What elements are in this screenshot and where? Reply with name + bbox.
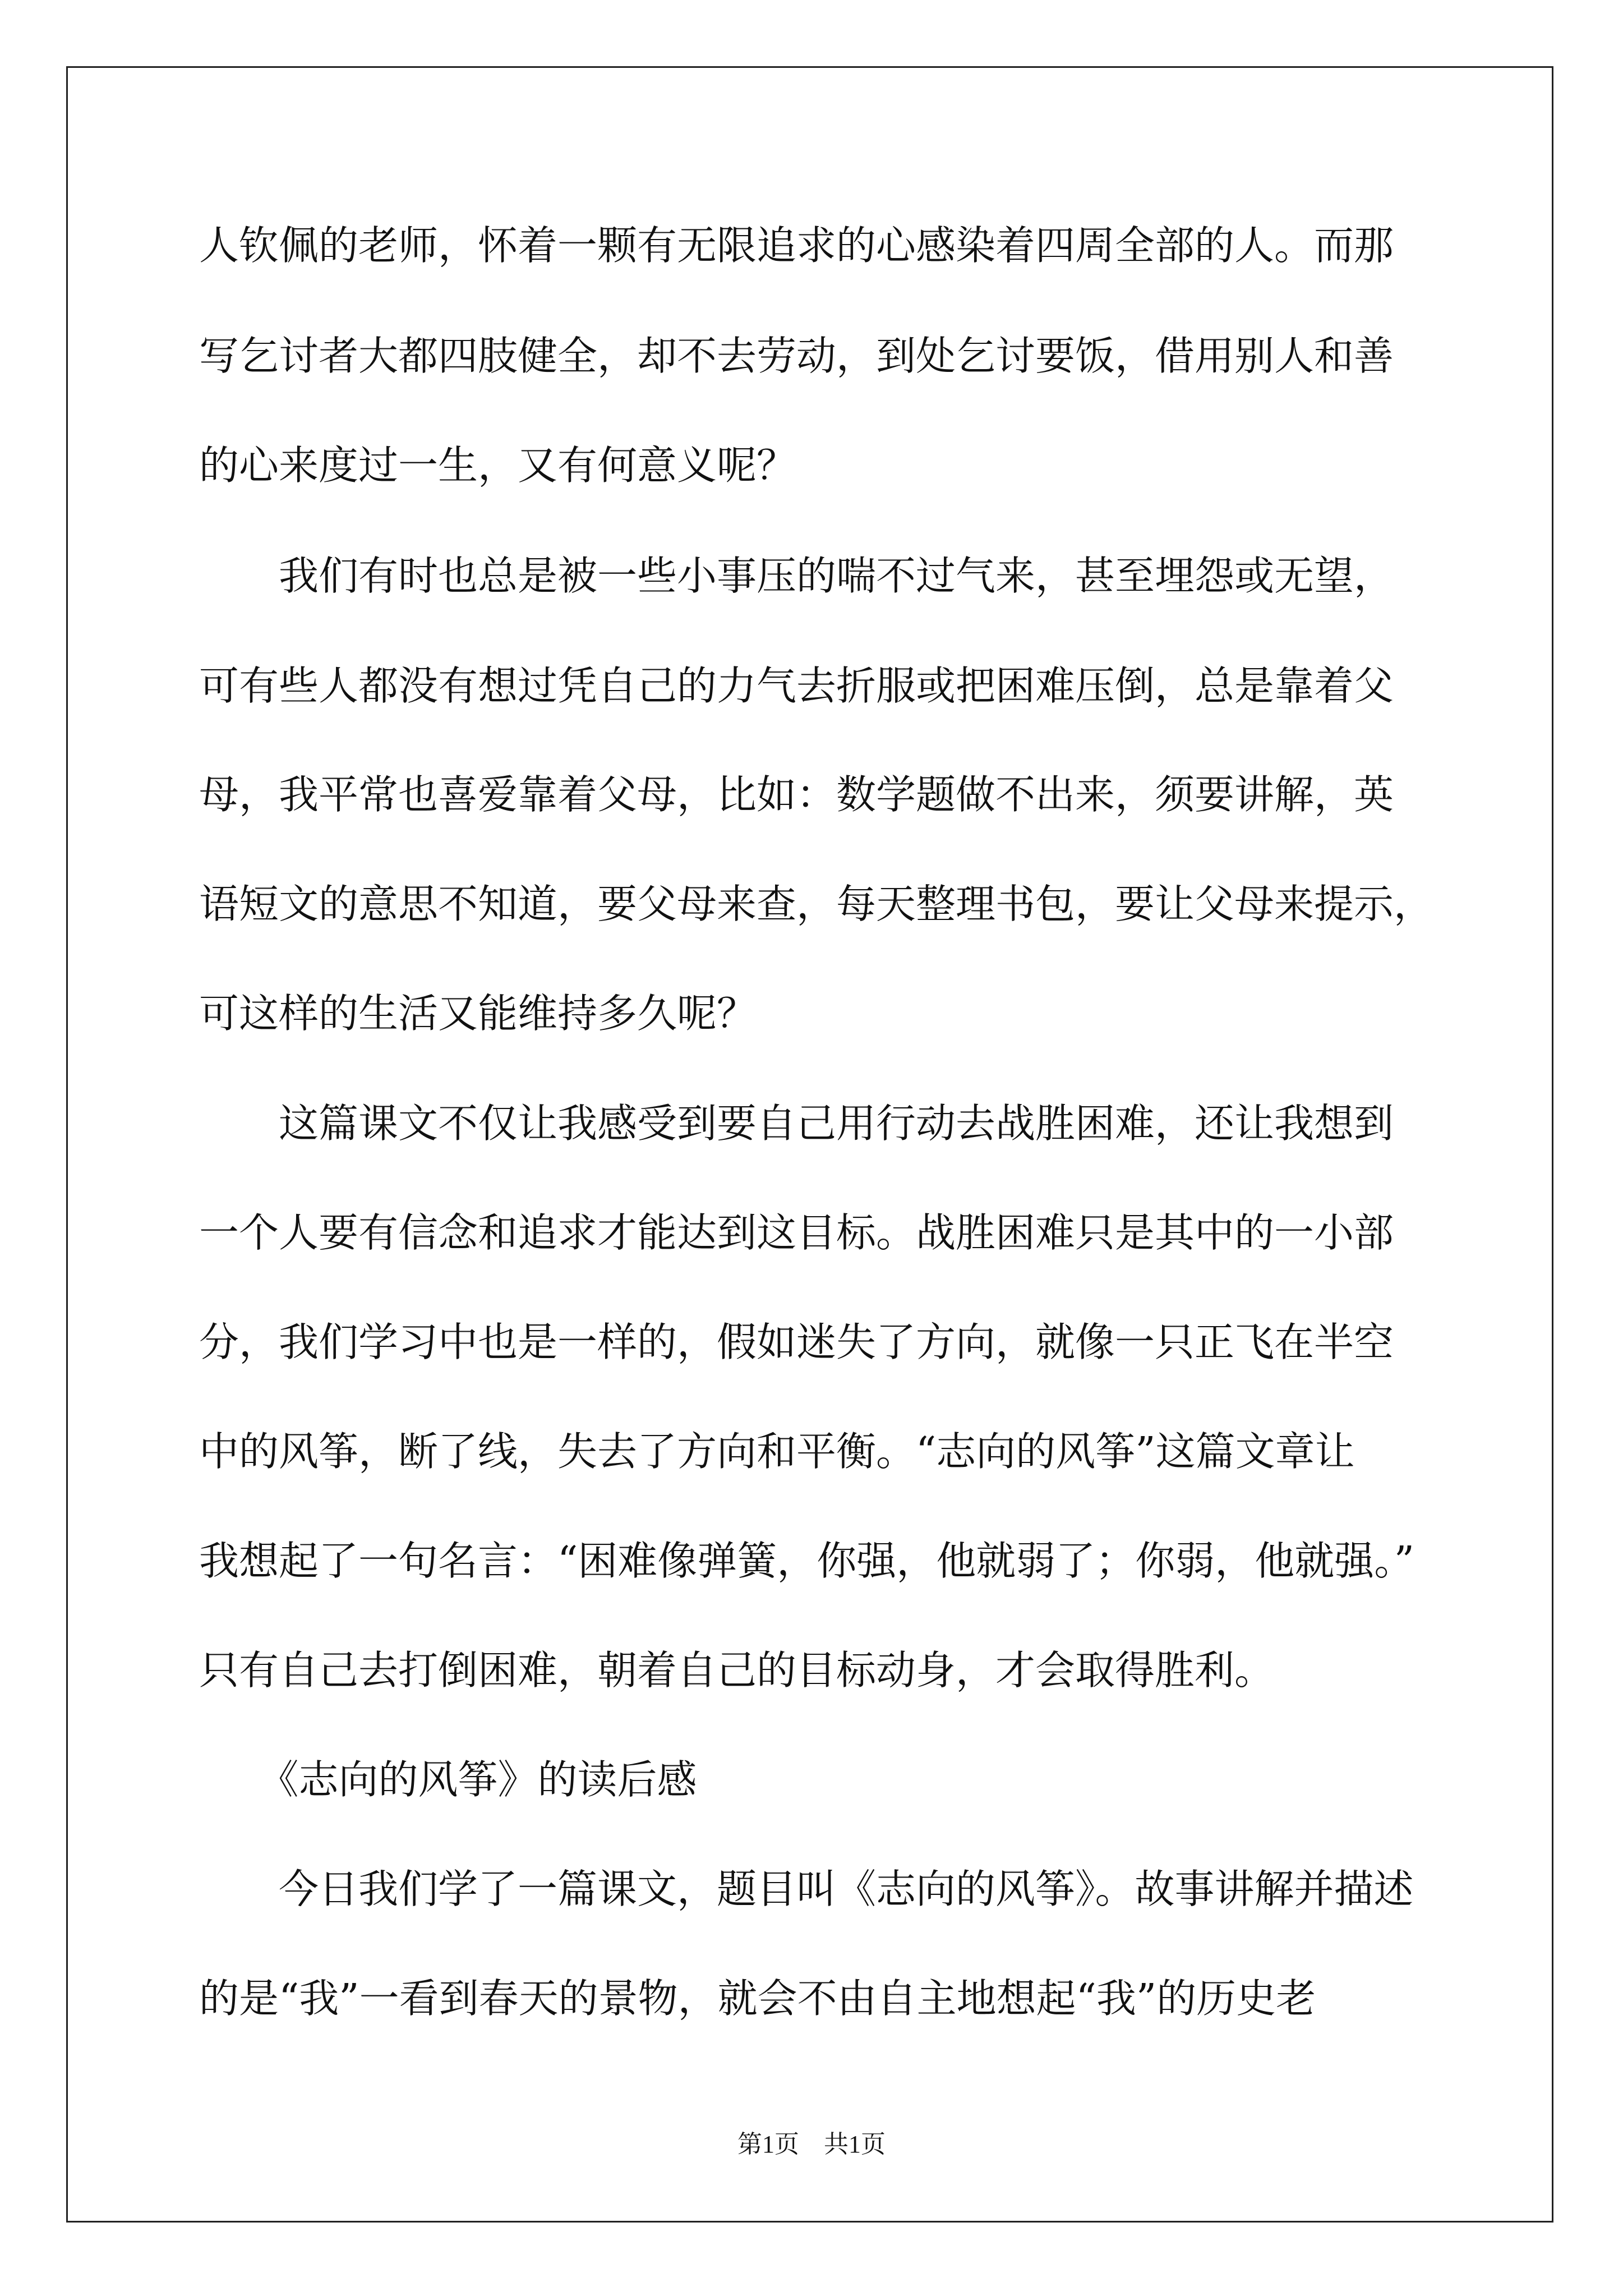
text-line: 只有自己去打倒困难，朝着自己的目标动身，才会取得胜利。 — [199, 1647, 1275, 1694]
text-line: 的心来度过一生，又有何意义呢？ — [199, 442, 797, 489]
text-line: 可有些人都没有想过凭自己的力气去折服或把困难压倒，总是靠着父 — [199, 662, 1394, 709]
text-line: 母，我平常也喜爱靠着父母，比如：数学题做不出来，须要讲解，英 — [199, 771, 1394, 818]
text-line: 我们有时也总是被一些小事压的喘不过气来，甚至埋怨或无望， — [199, 553, 1394, 599]
text-line: 人钦佩的老师，怀着一颗有无限追求的心感染着四周全部的人。而那 — [199, 222, 1394, 269]
text-line: 写乞讨者大都四肢健全，却不去劳动，到处乞讨要饭，借用别人和善 — [199, 333, 1394, 379]
text-line: 分，我们学习中也是一样的，假如迷失了方向，就像一只正飞在半空 — [199, 1319, 1394, 1365]
text-line: 语短文的意思不知道，要父母来查，每天整理书包，要让父母来提示， — [199, 881, 1434, 927]
page-number-footer: 第1页 共1页 — [737, 2131, 886, 2158]
heading-line: 《志向的风筝》的读后感 — [199, 1756, 697, 1803]
text-line: 这篇课文不仅让我感受到要自己用行动去战胜困难，还让我想到 — [199, 1100, 1394, 1147]
text-line: 今日我们学了一篇课文，题目叫《志向的风筝》。故事讲解并描述 — [199, 1866, 1414, 1912]
text-line: 一个人要有信念和追求才能达到这目标。战胜困难只是其中的一小部 — [199, 1209, 1394, 1256]
text-line: 的是“我”一看到春天的景物，就会不由自主地想起“我”的历史老 — [199, 1975, 1316, 2022]
text-line: 可这样的生活又能维持多久呢？ — [199, 990, 757, 1037]
text-line: 我想起了一句名言：“困难像弹簧，你强，他就弱了；你弱，他就强。” — [199, 1538, 1415, 1584]
text-line: 中的风筝，断了线，失去了方向和平衡。“志向的风筝”这篇文章让 — [199, 1428, 1355, 1475]
